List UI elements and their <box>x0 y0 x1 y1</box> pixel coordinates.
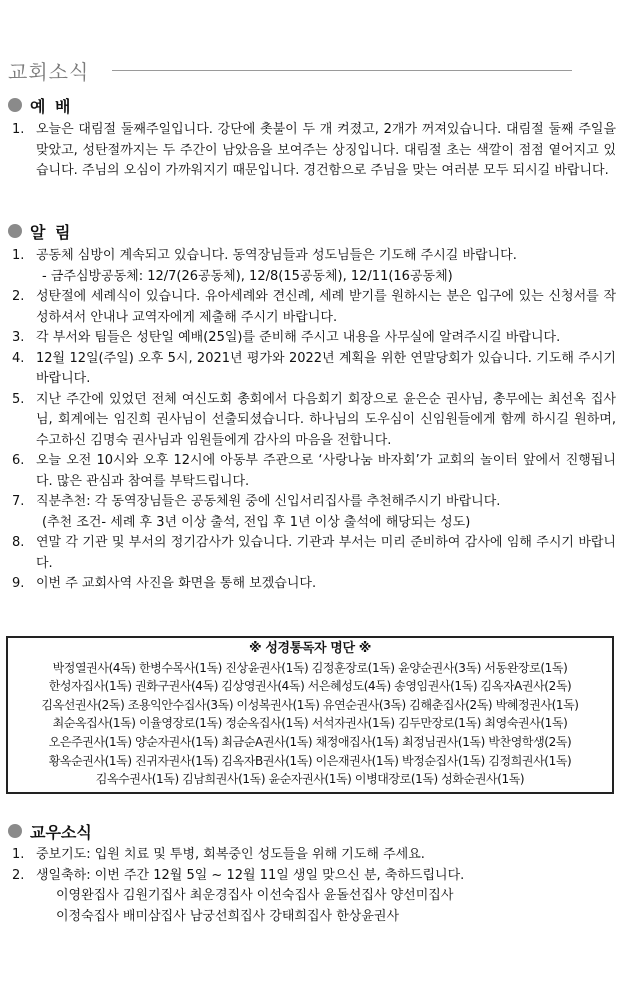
list-item <box>12 349 616 390</box>
item-text: 연말 각 기관 및 부서의 정기감사가 있습니다. 기관과 부서는 미리 준비하여 감사에 임해 주시기 바랍니다. <box>36 535 616 571</box>
item-number: 1. <box>12 847 25 862</box>
item-number: 2. <box>12 289 25 304</box>
list-item <box>12 120 616 182</box>
list-item <box>12 451 616 492</box>
item-number: 3. <box>12 330 25 345</box>
circle-bullet-icon <box>8 224 22 238</box>
item-number: 6. <box>12 453 25 468</box>
item-text: 오늘 오전 10시와 오후 12시에 아동부 주관으로 ‘사랑나눔 바자회’가 교회의 놀이터 앞에서 진행됩니다. 많은 관심과 참여를 부탁드립니다. <box>36 453 616 489</box>
notices-heading: 알 림 <box>30 222 73 242</box>
item-number: 9. <box>12 576 25 591</box>
roster-row: 최순옥집사(1독) 이율영장로(1독) 정순옥집사(1독) 서석자권사(1독) 김두만장로(1독) 최영숙권사(1독) <box>52 716 568 731</box>
item-text: 이번 주 교회사역 사진을 화면을 통해 보겠습니다. <box>36 576 317 591</box>
roster-row: 한성자집사(1독) 권화구권사(4독) 김상영권사(4독) 서은혜성도(4독) 송영임권사(1독) 김옥자A권사(2독) <box>48 679 572 694</box>
list-item <box>12 866 616 928</box>
page-title: 교회소식 <box>8 60 90 84</box>
title-divider <box>112 70 572 71</box>
list-item <box>12 492 616 533</box>
item-text: 공동체 심방이 계속되고 있습니다. 동역장님들과 성도님들은 기도해 주시길 바랍니다. <box>36 248 517 263</box>
circle-bullet-icon <box>8 824 22 838</box>
item-text: 직분추천: 각 동역장님들은 공동체원 중에 신입서리집사를 추천해주시기 바랍니다. <box>36 494 501 509</box>
list-item <box>12 845 616 866</box>
list-item <box>12 390 616 452</box>
roster-title: ※ 성경통독자 명단 ※ <box>249 641 371 656</box>
list-item <box>12 574 616 595</box>
item-text: 오늘은 대림절 둘째주일입니다. 강단에 촛불이 두 개 켜졌고, 2개가 꺼져있습니다. 대림절 둘째 주일을 맞았고, 성탄절까지는 두 주간이 남았음을 보여주는 상징입니다. 대림절 초는 색깔이 점점 옅어지고 있습니다. 주님의 오심이 가까워지기 때문입니다. 경건함으로 주님을 맞는 여러분 모두 되시길 바랍니다. <box>36 122 616 178</box>
item-subtext: - 금주심방공동체: 12/7(26공동체), 12/8(15공동체), 12/11(16공동체) <box>42 268 453 284</box>
fellowship-heading: 교우소식 <box>30 822 92 842</box>
worship-list <box>12 120 616 182</box>
item-text: 지난 주간에 있었던 전체 여신도회 총회에서 다음회기 회장으로 윤은순 권사님, 총무에는 최선옥 집사님, 회계에는 임진희 권사님이 선출되셨습니다. 하나님의 도우심이 신임원들에게 함께 하시길 원하며, 수고하신 김명숙 권사님과 임원들에게 감사의 마음을 전합니다. <box>36 391 616 448</box>
notices-list <box>12 246 616 595</box>
roster-row: 박정열권사(4독) 한병수목사(1독) 진상윤권사(1독) 김정훈장로(1독) 윤양순권사(3독) 서동완장로(1독) <box>52 660 568 675</box>
item-text: 중보기도: 입원 치료 및 투병, 회복중인 성도들을 위해 기도해 주세요. <box>36 847 425 862</box>
circle-bullet-icon <box>8 98 22 112</box>
worship-heading: 예 배 <box>30 96 73 116</box>
birthday-names: 이영완집사 김원기집사 최운경집사 이선숙집사 윤돌선집사 양선미집사 <box>56 888 454 903</box>
bible-reading-roster <box>6 636 614 794</box>
fellowship-list <box>12 845 616 927</box>
birthday-names: 이정숙집사 배미삼집사 남궁선희집사 강태희집사 한상윤권사 <box>56 908 400 924</box>
list-item <box>12 246 616 287</box>
worship-section-header <box>8 94 72 116</box>
item-text: 생일축하: 이번 주간 12월 5일 ~ 12월 11일 생일 맞으신 분, 축하드립니다. <box>36 867 465 883</box>
item-text: 각 부서와 팀들은 성탄일 예배(25일)를 준비해 주시고 내용을 사무실에 알려주시길 바랍니다. <box>36 330 561 345</box>
list-item <box>12 533 616 574</box>
roster-row: 김옥선권사(2독) 조용익안수집사(3독) 이성복권사(1독) 유연순권사(3독) 김해춘집사(2독) 박혜정권사(1독) <box>41 697 579 712</box>
item-number: 7. <box>12 494 25 509</box>
roster-row: 오은주권사(1독) 양순자권사(1독) 최금순A권사(1독) 채정애집사(1독) 최정님권사(1독) 박찬영학생(2독) <box>48 734 572 749</box>
list-item <box>12 287 616 328</box>
fellowship-section-header <box>8 820 92 842</box>
item-number: 5. <box>12 391 25 407</box>
item-number: 1. <box>12 248 25 263</box>
roster-row: 김옥수권사(1독) 김남희권사(1독) 윤순자권사(1독) 이병대장로(1독) 성화순권사(1독) <box>95 772 525 787</box>
item-number: 1. <box>12 122 25 137</box>
item-text: 12월 12일(주일) 오후 5시, 2021년 평가와 2022년 계획을 위한 연말당회가 있습니다. 기도해 주시기 바랍니다. <box>36 350 616 386</box>
item-number: 4. <box>12 350 25 366</box>
roster-row: 황옥순권사(1독) 진귀자권사(1독) 김옥자B권사(1독) 이은재권사(1독) 박정순집사(1독) 김정희권사(1독) <box>48 753 572 768</box>
item-number: 2. <box>12 867 25 883</box>
item-subtext: (추천 조건- 세례 후 3년 이상 출석, 전입 후 1년 이상 출석에 해당되는 성도) <box>42 514 471 530</box>
item-text: 성탄절에 세례식이 있습니다. 유아세례와 견신례, 세례 받기를 원하시는 분은 입구에 있는 신청서를 작성하셔서 안내나 교역자에게 제출해 주시기 바랍니다. <box>36 289 616 325</box>
item-number: 8. <box>12 535 25 550</box>
notices-section-header <box>8 220 72 242</box>
list-item <box>12 328 616 349</box>
